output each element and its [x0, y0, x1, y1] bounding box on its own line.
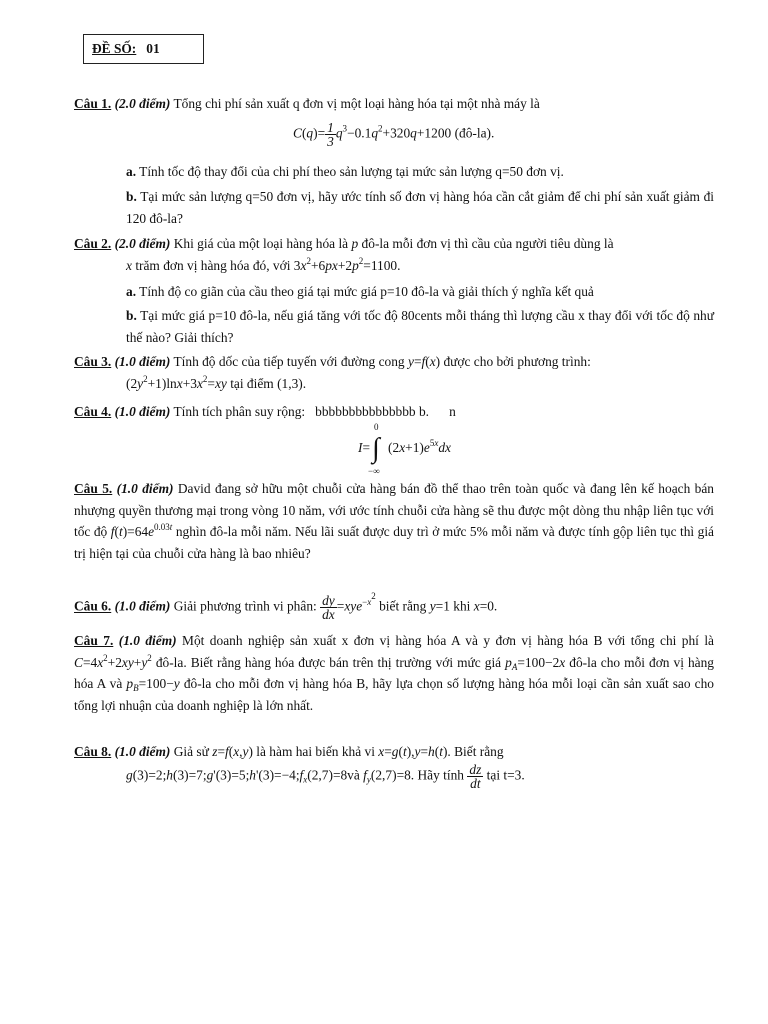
q8-text1: Giả sử — [173, 744, 209, 759]
q8-text5: tại t=3. — [486, 767, 525, 783]
q8-text4: Hãy tính — [417, 767, 465, 783]
q7-text1: Một doanh nghiệp sản xuất x đơn vị hàng hóa A và y đơn vị hàng hóa B với tổng chi phí là — [182, 633, 714, 648]
exam-label: ĐỀ SỐ: — [92, 41, 137, 56]
q7-points: (1.0 điểm) — [118, 633, 177, 648]
q3-text3: tại điểm — [230, 375, 274, 391]
question-8: Câu 8. (1.0 điểm) Giả sử z=f(x,y) là hàm hai biến khả vi x=g(t),y=h(t). Biết rằng $g(3)=2;h(3)=7;g'(3)=5;h'(3)=-4;f_x(2,7)=8và$ $f_y(2,7)=8$. Hãy tính $\frac{dz}{dt}$ tại t=3. — [74, 744, 525, 791]
q3-text1: Tính độ dốc của tiếp tuyến với đường cong — [173, 354, 405, 369]
q7-text2: đô-la. Biết rằng hàng hóa được bán trên thị trường với mức giá — [155, 654, 502, 670]
q1-b-text: Tại mức sản lượng q=50 đơn vị, hãy ước tính số đơn vị hàng hóa cần cắt giảm để chi phí sản xuất giảm đi 120 đô-la? — [126, 189, 715, 226]
q2-b-label: b. — [126, 308, 137, 323]
q2-part-b — [126, 305, 714, 348]
q8-points: (1.0 điểm) — [114, 744, 171, 759]
q2-head: Câu 2. — [74, 236, 112, 251]
q7-head: Câu 7. — [74, 633, 114, 648]
q1-b-label: b. — [126, 189, 137, 204]
q1-head: Câu 1. — [74, 96, 112, 111]
q8-text2: là hàm hai biến khả vi — [256, 744, 375, 759]
q1-part-b — [126, 186, 714, 229]
q6-points: (1.0 điểm) — [114, 598, 171, 614]
q1-points: (2.0 điểm) — [114, 96, 171, 111]
q2-text3: trăm đơn vị hàng hóa đó, với — [135, 257, 291, 273]
q1-part-a — [126, 161, 714, 183]
q8-text3: Biết rằng — [454, 744, 504, 759]
q4-integral: I= 0 ∫ −∞ $(2x+1)e^{5x}dx$ — [358, 422, 451, 476]
exam-number-box — [83, 34, 204, 64]
integral-sign: 0 ∫ −∞ — [368, 422, 380, 476]
q4-points: (1.0 điểm) — [114, 404, 171, 419]
q7-text4: đô-la cho mỗi đơn vị hàng hóa B, hãy lựa chọn số lượng hàng hóa mỗi loại cần sản xuất sao cho tổng lợi nhuận của doanh nghiệp là lớn nhất. — [74, 676, 714, 713]
q4-text: Tính tích phân suy rộng: bbbbbbbbbbbbbbb b. n — [173, 404, 456, 419]
q8-head: Câu 8. — [74, 744, 112, 759]
q5-points: (1.0 điểm) — [116, 481, 174, 496]
q2-equation: $3x^2+6px+2p^2=1100$. — [293, 255, 401, 273]
q1-a-text: Tính tốc độ thay đổi của chi phí theo sản lượng tại mức sản lượng q=50 đơn vị. — [139, 164, 564, 179]
q3-points: (1.0 điểm) — [114, 354, 171, 369]
q6-text2: biết rằng — [379, 598, 427, 614]
q1-text: Tổng chi phí sản xuất q đơn vị một loại hàng hóa tại một nhà máy là — [173, 96, 540, 111]
q5-text2: nghìn đô-la mỗi năm. Nếu lãi suất được duy trì ở mức 5% mỗi năm và được tính gộp liên tục thì giá trị hiện tại của chuỗi cửa hàng là bao nhiêu? — [74, 524, 714, 561]
q2-b-text: Tại mức giá p=10 đô-la, nếu giá tăng với tốc độ 80cents mỗi tháng thì lượng cầu x thay đổi với tốc độ như thế nào? Giải thích? — [126, 308, 715, 345]
q2-text1: Khi giá của một loại hàng hóa là — [173, 236, 349, 251]
q6-text3: khi — [453, 598, 471, 614]
question-4 — [74, 401, 714, 423]
q5-head: Câu 5. — [74, 481, 113, 496]
q3-head: Câu 3. — [74, 354, 112, 369]
q5-text1: David đang sở hữu một chuỗi cửa hàng bán đồ thể thao trên toàn quốc và đang lên kế hoạch bán nhượng quyền thương mại trong vòng 10 năm, với ước tính chuỗi cửa hàng sẽ thu được một dòng thu nhập liên tục với tốc độ — [74, 481, 714, 539]
q2-a-label: a. — [126, 284, 137, 299]
q1-formula-unit: (đô-la). — [454, 125, 495, 141]
q2-text2: đô-la mỗi đơn vị thì cầu của người tiêu dùng là — [361, 236, 614, 251]
q2-part-a — [126, 281, 714, 303]
question-6: Câu 6. (1.0 điểm) Giải phương trình vi phân: $\frac{dy}{dx}$ =xye$^{-x^2}$ biết rằng y=1 khi x=0. — [74, 590, 498, 622]
q7-text3: đô-la cho mỗi đơn vị hàng hóa A và — [74, 654, 714, 691]
q6-text1: Giải phương trình vi phân: — [173, 598, 317, 614]
exam-number: 01 — [146, 41, 160, 56]
question-5: Câu 5. (1.0 điểm) David đang sở hữu một chuỗi cửa hàng bán đồ thể thao trên toàn quốc và đang lên kế hoạch bán nhượng quyền thương mại trong vòng 10 năm, với ước tính chuỗi cửa hàng sẽ thu được một dòng thu nhập liên tục với tốc độ $f(t)=64e^{0.03t}$ nghìn đô-la mỗi năm. Nếu lãi suất được duy trì ở mức 5% mỗi năm và được tính gộp liên tục thì giá trị hiện tại của chuỗi cửa hàng là bao nhiêu? — [74, 481, 714, 561]
q1-cost-formula: C(q)= $\frac{1}{3}$ $q^3-0.1q^2+320q+1200$ (đô-la). — [293, 120, 495, 149]
q2-a-text: Tính độ co giãn của cầu theo giá tại mức giá p=10 đô-la và giải thích ý nghĩa kết quả — [139, 284, 594, 299]
question-7: Câu 7. (1.0 điểm) Một doanh nghiệp sản xuất x đơn vị hàng hóa A và y đơn vị hàng hóa B với tổng chi phí là $C=4x^2+2xy+y^2$ đô-la. Biết rằng hàng hóa được bán trên thị trường với mức giá $p_A=100-2x$ đô-la cho mỗi đơn vị hàng hóa A và $p_B=100-y$ đô-la cho mỗi đơn vị hàng hóa B, hãy lựa chọn số lượng hàng hóa mỗi loại cần sản xuất sao cho tổng lợi nhuận của doanh nghiệp là lớn nhất. — [74, 633, 714, 713]
q6-head: Câu 6. — [74, 598, 112, 614]
q4-head: Câu 4. — [74, 404, 112, 419]
question-2: Câu 2. (2.0 điểm) Khi giá của một loại hàng hóa là p đô-la mỗi đơn vị thì cầu của người tiêu dùng là x trăm đơn vị hàng hóa đó, với $3x^2+6px+2p^2=1100$. — [74, 236, 614, 273]
q1-a-label: a. — [126, 164, 137, 179]
question-3: Câu 3. (1.0 điểm) Tính độ dốc của tiếp tuyến với đường cong y=f(x) được cho bởi phương trình: $(2y^2+1)\ln x+3x^2=xy$ tại điểm (1,3). — [74, 354, 591, 391]
q2-points: (2.0 điểm) — [114, 236, 171, 251]
question-1 — [74, 93, 714, 115]
q3-text2: được cho bởi phương trình: — [443, 354, 591, 369]
